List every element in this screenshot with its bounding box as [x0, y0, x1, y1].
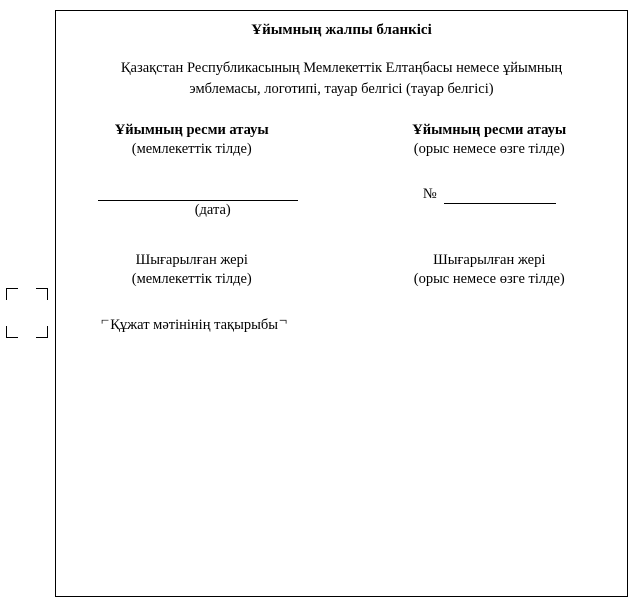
number-sign-label: №	[422, 186, 437, 203]
date-field-group	[56, 187, 342, 219]
place-of-issue-right	[342, 251, 628, 289]
page-title: Ұйымның жалпы бланкісі	[251, 22, 432, 38]
corner-mark-top-left-icon	[6, 288, 18, 300]
organization-name-left-language: (мемлекеттік тілде)	[131, 140, 252, 157]
reference-row	[56, 187, 627, 219]
place-of-issue-left-language: (мемлекеттік тілде)	[131, 271, 252, 288]
document-heading-placeholder	[101, 314, 287, 334]
organization-name-right-language: (орыс немесе өзге тілде)	[413, 140, 565, 157]
place-of-issue-left	[56, 251, 342, 289]
place-of-issue-left-label: Шығарылған жері	[135, 252, 248, 269]
corner-mark-top-right-icon	[36, 288, 48, 300]
organization-name-right	[342, 121, 628, 159]
date-label: (дата)	[194, 202, 231, 219]
form-sheet	[55, 10, 628, 597]
corner-mark-bottom-right-icon	[36, 326, 48, 338]
organization-name-left	[56, 121, 342, 159]
emblem-placeholder-text	[92, 58, 592, 100]
organization-name-right-label: Ұйымның ресми атауы	[412, 122, 567, 139]
emblem-text-line-1: Қазақстан Республикасының Мемлекеттік Елтаңбасы немесе ұйымның	[120, 60, 563, 76]
number-field-group	[342, 187, 628, 219]
corner-mark-bottom-left-icon	[6, 326, 18, 338]
bracket-close-icon: ¬	[278, 312, 288, 329]
organization-name-left-label: Ұйымның ресми атауы	[114, 122, 269, 139]
emblem-text-line-2: эмблемасы, логотипі, тауар белгісі (тауар белгісі)	[189, 81, 494, 98]
number-input-line[interactable]	[444, 191, 556, 204]
margin-corner-marks	[6, 288, 48, 338]
organization-name-row	[56, 121, 627, 159]
document-heading-text: Құжат мәтінінің тақырыбы	[110, 316, 278, 333]
place-of-issue-right-language: (орыс немесе өзге тілде)	[413, 271, 565, 288]
place-of-issue-right-label: Шығарылған жері	[433, 252, 546, 269]
place-of-issue-row	[56, 251, 627, 289]
date-input-line[interactable]	[98, 187, 298, 201]
bracket-open-icon: ⌐	[101, 312, 110, 329]
